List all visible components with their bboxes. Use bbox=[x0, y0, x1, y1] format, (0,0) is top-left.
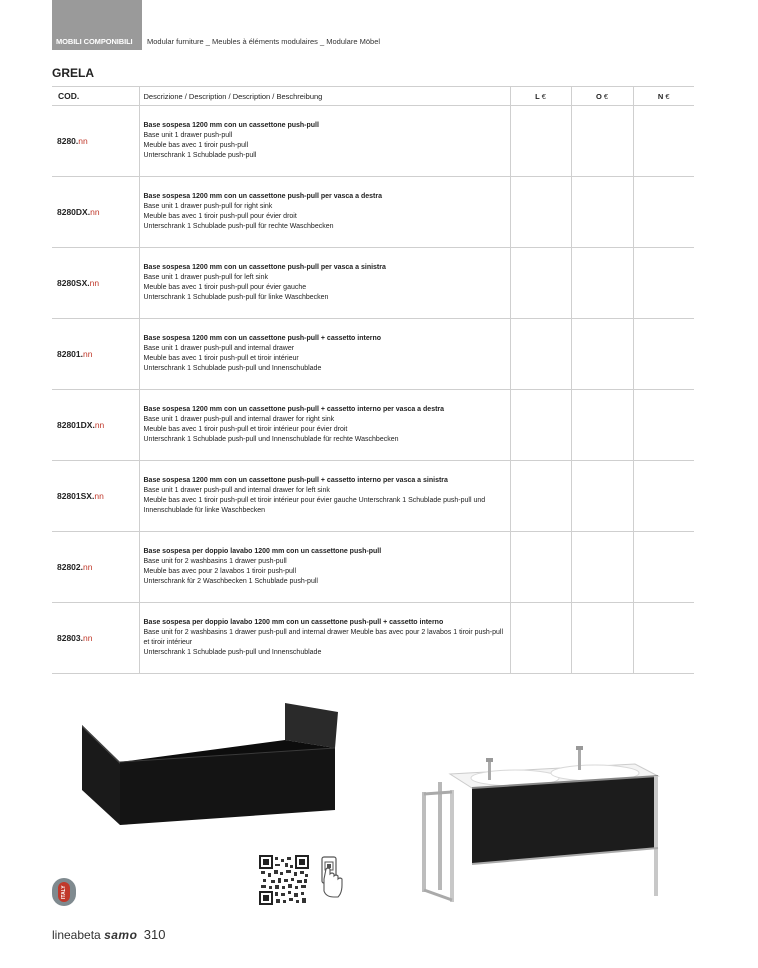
description-line: Meuble bas avec 1 tiroir push-pull et tiroir intérieur bbox=[143, 355, 299, 362]
section-label: MOBILI COMPONIBILI bbox=[56, 37, 133, 46]
price-cell-l bbox=[510, 177, 571, 248]
col-header-price-l: L € bbox=[510, 87, 571, 106]
col-header-description: Descrizione / Description / Description / Beschreibung bbox=[139, 87, 510, 106]
price-cell-o bbox=[571, 532, 633, 603]
product-code-base: 8280SX. bbox=[57, 278, 90, 288]
section-tab bbox=[52, 0, 142, 50]
product-code-suffix: nn bbox=[83, 349, 93, 359]
price-cell-n bbox=[633, 603, 694, 674]
price-cell-n bbox=[633, 319, 694, 390]
product-code-suffix: nn bbox=[83, 562, 93, 572]
table-row bbox=[52, 603, 694, 674]
product-code bbox=[52, 319, 139, 390]
price-cell-o bbox=[571, 461, 633, 532]
brand-samo: samo bbox=[104, 928, 138, 942]
description-line: Base unit for 2 washbasins 1 drawer push-pull bbox=[143, 557, 287, 565]
product-code-suffix: nn bbox=[83, 633, 93, 643]
description-title: Base sospesa 1200 mm con un cassettone push-pull per vasca a sinistra bbox=[143, 263, 386, 271]
product-description bbox=[139, 603, 510, 674]
description-line: Meuble bas avec 1 tiroir push-pull pour évier gauche bbox=[143, 284, 307, 291]
price-cell-l bbox=[510, 106, 571, 177]
product-description bbox=[139, 177, 510, 248]
description-line: Base unit 1 drawer push-pull and internal drawer for left sink bbox=[143, 486, 330, 494]
product-code-suffix: nn bbox=[94, 420, 105, 430]
product-code-base: 82801. bbox=[57, 349, 83, 359]
price-cell-o bbox=[571, 603, 633, 674]
product-description bbox=[139, 248, 510, 319]
price-cell-l bbox=[510, 603, 571, 674]
price-cell-o bbox=[571, 177, 633, 248]
product-code-base: 8280. bbox=[57, 136, 79, 146]
description-line: Unterschrank 1 Schublade push-pull für rechte Waschbecken bbox=[143, 223, 334, 231]
table-row bbox=[52, 461, 694, 532]
table-row bbox=[52, 532, 694, 603]
description-line: Meuble bas avec pour 2 lavabos 1 tiroir push-pull bbox=[143, 568, 297, 575]
product-code bbox=[52, 248, 139, 319]
description-title: Base sospesa per doppio lavabo 1200 mm con un cassettone push-pull + cassetto interno bbox=[143, 618, 444, 626]
table-row bbox=[52, 106, 694, 177]
price-cell-l bbox=[510, 319, 571, 390]
description-line: Base unit 1 drawer push-pull and internal drawer bbox=[143, 344, 295, 352]
product-code bbox=[52, 177, 139, 248]
price-cell-o bbox=[571, 390, 633, 461]
description-title: Base sospesa 1200 mm con un cassettone push-pull + cassetto interno bbox=[143, 334, 381, 342]
col-header-price-n: N € bbox=[633, 87, 694, 106]
price-cell-n bbox=[633, 390, 694, 461]
product-code bbox=[52, 461, 139, 532]
product-description bbox=[139, 461, 510, 532]
description-line: Unterschrank 1 Schublade push-pull und Innenschublade bbox=[143, 649, 322, 657]
price-cell-n bbox=[633, 248, 694, 319]
table-row bbox=[52, 390, 694, 461]
table-row bbox=[52, 248, 694, 319]
brand-lineabeta: lineabeta bbox=[52, 928, 101, 942]
price-cell-n bbox=[633, 177, 694, 248]
description-line: Unterschrank 1 Schublade push-pull und Innenschublade für rechte Waschbecken bbox=[143, 436, 399, 444]
product-code bbox=[52, 603, 139, 674]
col-header-price-o: O € bbox=[571, 87, 633, 106]
series-title: GRELA bbox=[52, 66, 94, 80]
description-line: Unterschrank 1 Schublade push-pull für linke Waschbecken bbox=[143, 294, 329, 302]
price-cell-o bbox=[571, 319, 633, 390]
italy-badge: ITALY bbox=[52, 878, 76, 906]
product-code-suffix: nn bbox=[78, 136, 88, 146]
description-line: Unterschrank 1 Schublade push-pull bbox=[143, 152, 257, 160]
section-subtitle: Modular furniture _ Meubles à éléments modulaires _ Modulare Möbel bbox=[147, 37, 381, 46]
footer-brand bbox=[52, 927, 165, 942]
product-code-suffix: nn bbox=[90, 207, 100, 217]
price-cell-l bbox=[510, 461, 571, 532]
description-line: Unterschrank 1 Schublade push-pull und Innenschublade bbox=[143, 365, 322, 373]
price-cell-l bbox=[510, 248, 571, 319]
product-code-base: 82801SX. bbox=[57, 491, 95, 501]
product-code-base: 82803. bbox=[57, 633, 83, 643]
description-line: Meuble bas avec 1 tiroir push-pull et tiroir intérieur pour évier gauche Unterschrank 1 Schublade push-pull und Innenschublade für linke Waschbecken bbox=[143, 497, 486, 515]
table-row bbox=[52, 319, 694, 390]
description-line: Base unit 1 drawer push-pull for left sink bbox=[143, 273, 269, 281]
product-description bbox=[139, 532, 510, 603]
product-description bbox=[139, 106, 510, 177]
description-title: Base sospesa 1200 mm con un cassettone push-pull + cassetto interno per vasca a sinistra bbox=[143, 476, 448, 484]
description-line: Meuble bas avec 1 tiroir push-pull bbox=[143, 142, 249, 149]
description-line: Base unit 1 drawer push-pull for right sink bbox=[143, 202, 273, 210]
price-table bbox=[52, 86, 694, 674]
description-title: Base sospesa 1200 mm con un cassettone push-pull + cassetto interno per vasca a destra bbox=[143, 405, 445, 413]
description-title: Base sospesa per doppio lavabo 1200 mm con un cassettone push-pull bbox=[143, 547, 382, 555]
product-image-base-unit bbox=[80, 700, 360, 845]
phone-scan-icon bbox=[318, 855, 344, 904]
description-title: Base sospesa 1200 mm con un cassettone push-pull bbox=[143, 121, 319, 129]
product-code bbox=[52, 390, 139, 461]
description-line: Unterschrank für 2 Waschbecken 1 Schublade push-pull bbox=[143, 578, 318, 586]
product-image-double-washbasin bbox=[420, 740, 665, 915]
product-code-base: 82802. bbox=[57, 562, 83, 572]
description-line: Meuble bas avec 1 tiroir push-pull et tiroir intérieur pour évier droit bbox=[143, 426, 348, 433]
price-cell-o bbox=[571, 106, 633, 177]
price-cell-l bbox=[510, 390, 571, 461]
page-number: 310 bbox=[143, 927, 166, 942]
description-title: Base sospesa 1200 mm con un cassettone push-pull per vasca a destra bbox=[143, 192, 382, 200]
product-description bbox=[139, 319, 510, 390]
qr-code[interactable] bbox=[259, 855, 309, 910]
product-code bbox=[52, 106, 139, 177]
product-description bbox=[139, 390, 510, 461]
table-header-row bbox=[52, 87, 694, 106]
product-code-base: 82801DX. bbox=[57, 420, 95, 430]
price-cell-l bbox=[510, 532, 571, 603]
price-cell-n bbox=[633, 461, 694, 532]
table-row bbox=[52, 177, 694, 248]
product-code-suffix: nn bbox=[94, 491, 104, 501]
description-line: Base unit 1 drawer push-pull bbox=[143, 131, 233, 139]
price-cell-n bbox=[633, 532, 694, 603]
col-header-code: COD. bbox=[52, 87, 139, 106]
description-line: Base unit 1 drawer push-pull and internal drawer for right sink bbox=[143, 415, 335, 423]
price-cell-o bbox=[571, 248, 633, 319]
product-code bbox=[52, 532, 139, 603]
description-line: Base unit for 2 washbasins 1 drawer push-pull and internal drawer Meuble bas avec pour 2 lavabos 1 tiroir push-pull et tiroir intérieur bbox=[143, 628, 504, 646]
price-cell-n bbox=[633, 106, 694, 177]
description-line: Meuble bas avec 1 tiroir push-pull pour évier droit bbox=[143, 213, 297, 220]
product-code-suffix: nn bbox=[89, 278, 100, 288]
product-code-base: 8280DX. bbox=[57, 207, 91, 217]
